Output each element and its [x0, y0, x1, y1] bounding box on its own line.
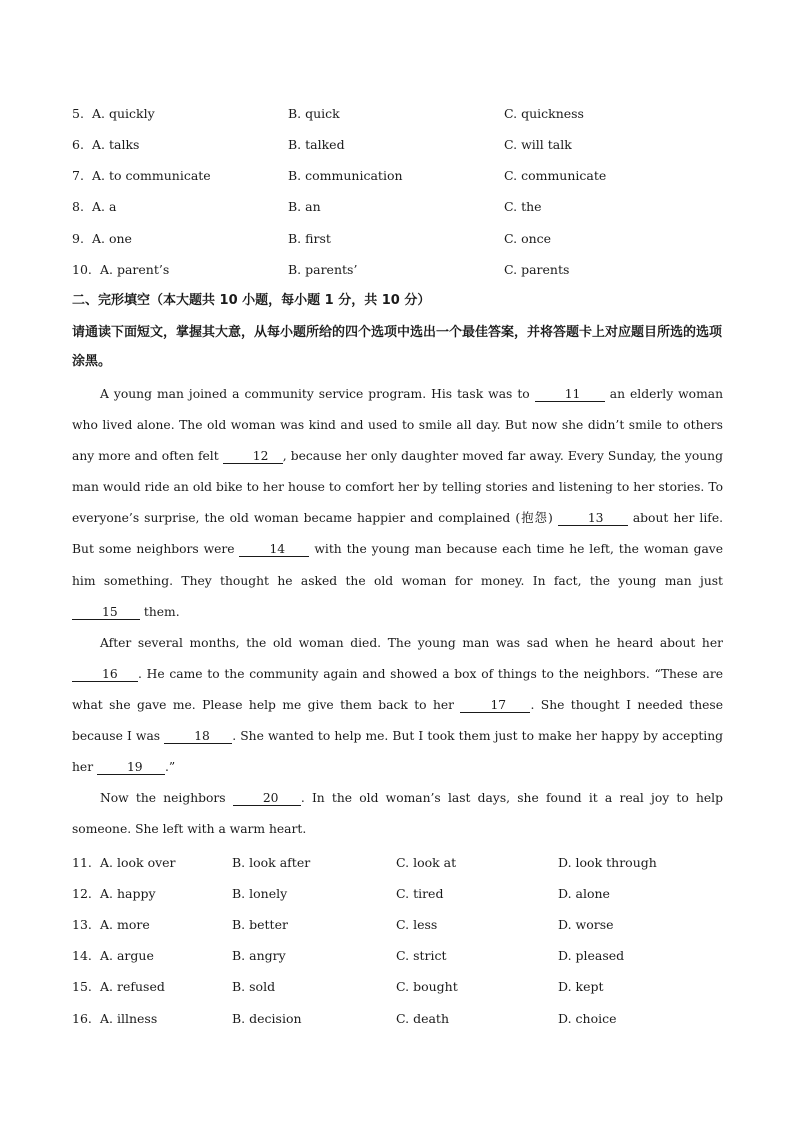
option-c: C. bought	[396, 979, 458, 994]
option-c: C. look at	[396, 855, 457, 870]
section-title: 二、完形填空（本大题共 10 小题，每小题 1 分，共 10 分）	[72, 293, 431, 308]
question-number: 6.	[72, 137, 84, 152]
passage-text: A young man joined a community service program. His task was to	[100, 387, 535, 401]
option-b: B. decision	[232, 1011, 302, 1026]
passage-text: Now the neighbors	[100, 791, 233, 806]
option-b: B. sold	[232, 979, 276, 994]
blank-19: 19	[97, 760, 165, 775]
option-d: D. look through	[558, 855, 657, 870]
option-a: A. look over	[100, 855, 176, 870]
passage-text: an elderly woman who lived alone. The old woman was kind and used to smile all day. But now she didn’t smile to others any more and often felt	[72, 387, 723, 464]
question-number: 16.	[72, 1011, 92, 1026]
option-a: A. quickly	[92, 106, 155, 121]
option-d: D. kept	[558, 979, 604, 994]
blank-15: 15	[72, 605, 140, 620]
option-a: A. happy	[100, 886, 156, 901]
paragraph-1	[72, 379, 723, 628]
option-c: C. will talk	[504, 137, 572, 152]
option-c: C. tired	[396, 886, 444, 901]
passage-text: them.	[140, 604, 180, 619]
question-number: 7.	[72, 168, 84, 183]
question-number: 15.	[72, 979, 92, 994]
option-a: A. parent’s	[100, 262, 170, 277]
option-c: C. once	[504, 231, 552, 246]
blank-11: 11	[535, 387, 605, 402]
option-c: C. death	[396, 1011, 449, 1026]
paragraph-2	[72, 628, 723, 783]
option-a: A. refused	[100, 979, 165, 994]
option-a: A. argue	[100, 948, 154, 963]
blank-20: 20	[233, 791, 301, 806]
question-number: 10.	[72, 262, 92, 277]
question-number: 13.	[72, 917, 92, 932]
option-b: B. an	[288, 199, 321, 214]
cloze-passage	[72, 379, 723, 845]
option-c: C. less	[396, 917, 438, 932]
blank-12: 12	[223, 449, 283, 464]
option-c: C. strict	[396, 948, 447, 963]
option-b: B. look after	[232, 855, 311, 870]
question-number: 12.	[72, 886, 92, 901]
blank-18: 18	[164, 729, 232, 744]
option-b: B. angry	[232, 948, 286, 963]
question-number: 11.	[72, 855, 92, 870]
passage-text: . He came to the community again and showed a box of things to the neighbors. “These are what she gave me. Please help me give them back to her	[72, 666, 723, 712]
option-c: C. parents	[504, 262, 570, 277]
option-b: B. first	[288, 231, 331, 246]
option-d: D. alone	[558, 886, 610, 901]
question-number: 9.	[72, 231, 84, 246]
paragraph-3	[72, 783, 723, 845]
option-b: B. quick	[288, 106, 340, 121]
blank-14: 14	[239, 542, 309, 557]
passage-text: . She thought I needed these because I was	[72, 697, 723, 744]
option-d: D. worse	[558, 917, 614, 932]
question-number: 14.	[72, 948, 92, 963]
question-number: 8.	[72, 199, 84, 214]
option-b: B. better	[232, 917, 288, 932]
option-a: A. illness	[100, 1011, 158, 1026]
option-c: C. communicate	[504, 168, 607, 183]
passage-text: . In the old woman’s last days, she found it a real joy to help someone. She left with a warm heart.	[72, 791, 723, 837]
option-d: D. choice	[558, 1011, 617, 1026]
option-d: D. pleased	[558, 948, 625, 963]
option-a: A. more	[100, 917, 150, 932]
passage-text: . She wanted to help me. But I took them just to make her happy by accepting her	[72, 729, 723, 775]
option-c: C. quickness	[504, 106, 584, 121]
option-b: B. lonely	[232, 886, 288, 901]
option-a: A. to communicate	[92, 168, 211, 183]
question-number: 5.	[72, 106, 84, 121]
option-a: A. one	[92, 231, 132, 246]
passage-text: about her life. But some neighbors were	[72, 511, 724, 557]
option-a: A. talks	[92, 137, 140, 152]
option-c: C. the	[504, 199, 542, 214]
option-b: B. talked	[288, 137, 345, 152]
blank-13: 13	[558, 511, 628, 526]
blank-16: 16	[72, 667, 138, 682]
option-b: B. parents’	[288, 262, 358, 277]
passage-text: After several months, the old woman died. The young man was sad when he heard about her	[100, 635, 723, 650]
section-instructions: 请通读下面短文，掌握其大意，从每小题所给的四个选项中选出一个最佳答案，并将答题卡上对应题目所选的选项涂黑。	[72, 325, 723, 369]
option-b: B. communication	[288, 168, 403, 183]
blank-17: 17	[460, 698, 530, 713]
passage-text: .”	[164, 760, 176, 775]
passage-text: with the young man because each time he left, the woman gave him something. They thought he asked the old woman for money. In fact, the young man just	[72, 542, 723, 588]
option-a: A. a	[92, 199, 117, 214]
passage-text: , because her only daughter moved far away. Every Sunday, the young man would ride an old bike to her house to comfort her by telling stories and listening to her stories. To everyone’s surprise, the old woman became happier and complained (抱怨)	[72, 449, 723, 526]
